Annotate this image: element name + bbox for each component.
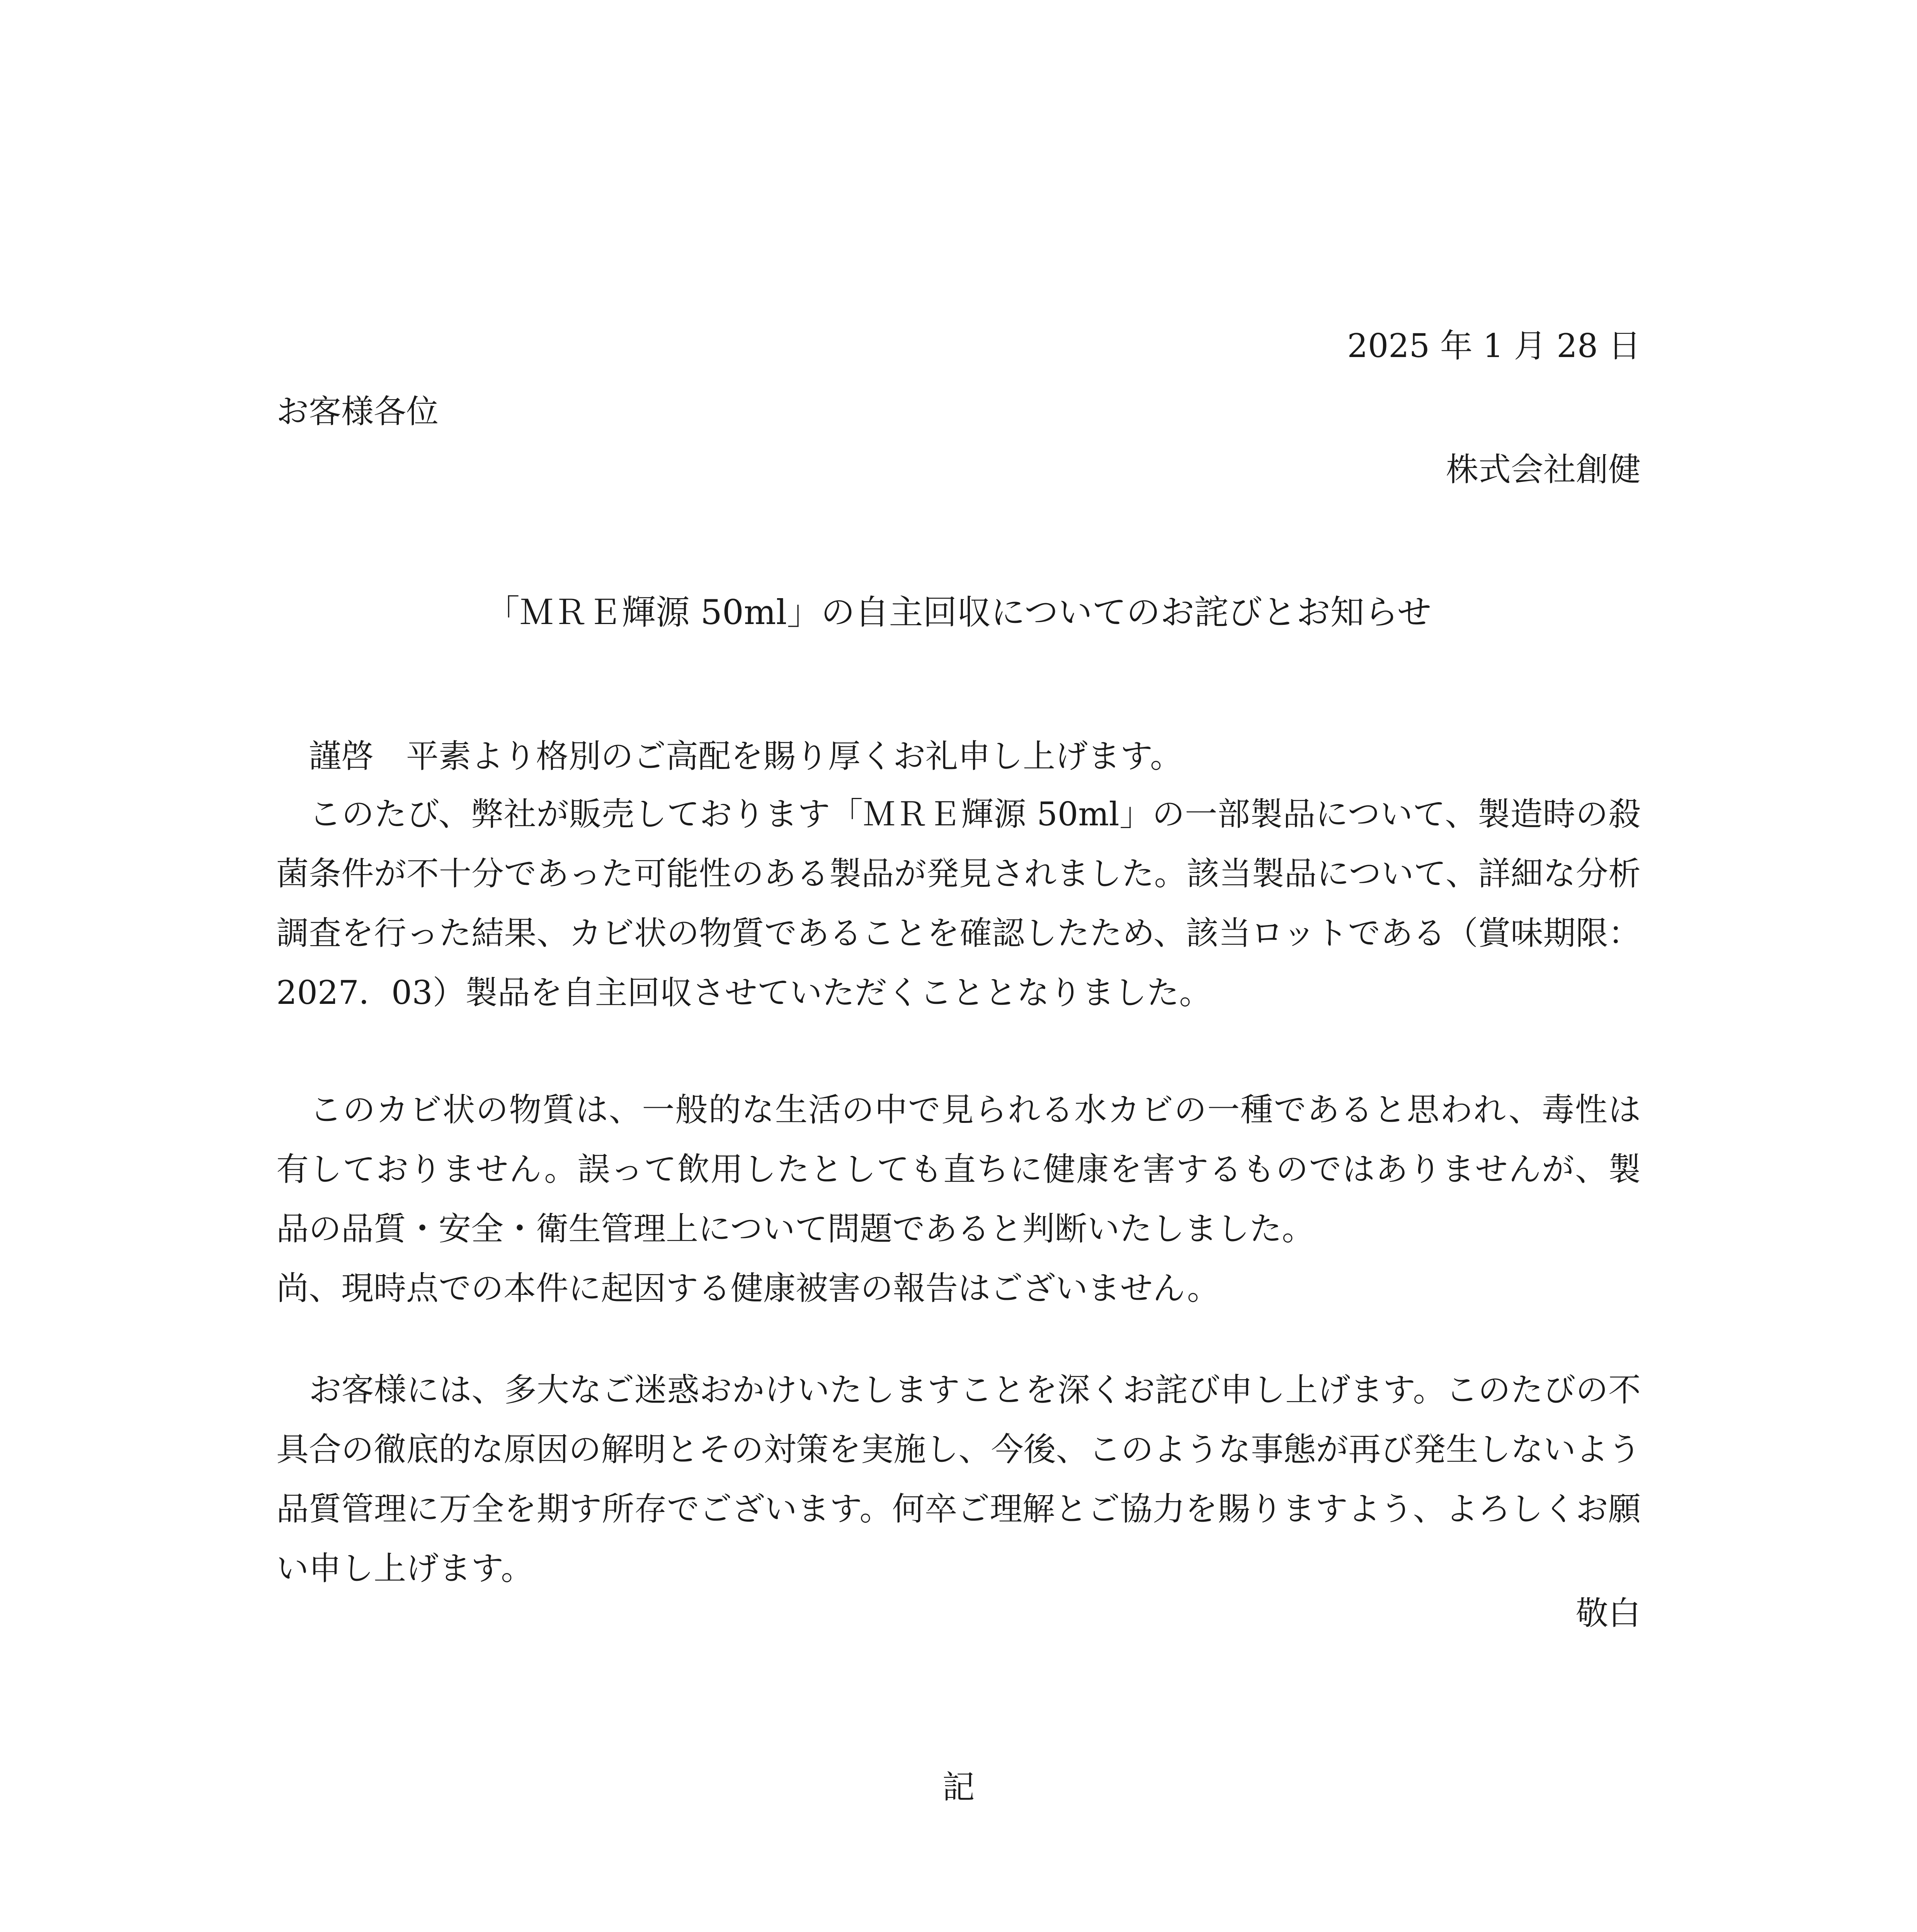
- paragraph-3-text: お客様には、多大なご迷惑おかけいたしますことを深くお詫び申し上げます。このたびの不具合の徹底的な原因の解明とその対策を実施し、今後、このような事態が再び発生しないよう品質管理に万全を期す所存でございます。何卒ご理解とご協力を賜りますよう、よろしくお願い申し上げます。: [276, 1371, 1641, 1587]
- ki-marker: 記: [942, 1768, 975, 1806]
- paragraph-2-text: このカビ状の物質は、一般的な生活の中で見られる水カビの一種であると思われ、毒性は有しておりません。誤って飲用したとしても直ちに健康を害するものではありませんが、製品の品質・安全・衛生管理上について問題であると判断いたしました。: [276, 1091, 1641, 1248]
- notice-date: 2025 年 1 月 28 日: [1347, 327, 1641, 365]
- body-paragraph-2: [276, 1080, 1641, 1318]
- body-paragraph-1: [276, 784, 1641, 1022]
- greeting-text: 謹啓 平素より格別のご高配を賜り厚くお礼申し上げます。: [309, 737, 1183, 775]
- paragraph-2b-text: 尚、現時点での本件に起因する健康被害の報告はございません。: [276, 1269, 1220, 1307]
- body-paragraph-3: [276, 1360, 1641, 1598]
- paragraph-1-text: このたび、弊社が販売しております「ＭＲＥ輝源 50ml」の一部製品について、製造時の殺菌条件が不十分であった可能性のある製品が発見されました。該当製品について、詳細な分析調査を行った結果、カビ状の物質であることを確認したため、該当ロットである（賞味期限：2027．03）製品を自主回収させていただくこととなりました。: [276, 795, 1641, 1012]
- recipient: お客様各位: [276, 393, 439, 430]
- greeting-paragraph: [276, 726, 1641, 786]
- closing-word: 敬白: [1575, 1594, 1641, 1632]
- company-name: 株式会社創健: [1446, 451, 1641, 488]
- notice-title: 「ＭＲＥ輝源 50ml」の自主回収についてのお詫びとお知らせ: [485, 592, 1432, 632]
